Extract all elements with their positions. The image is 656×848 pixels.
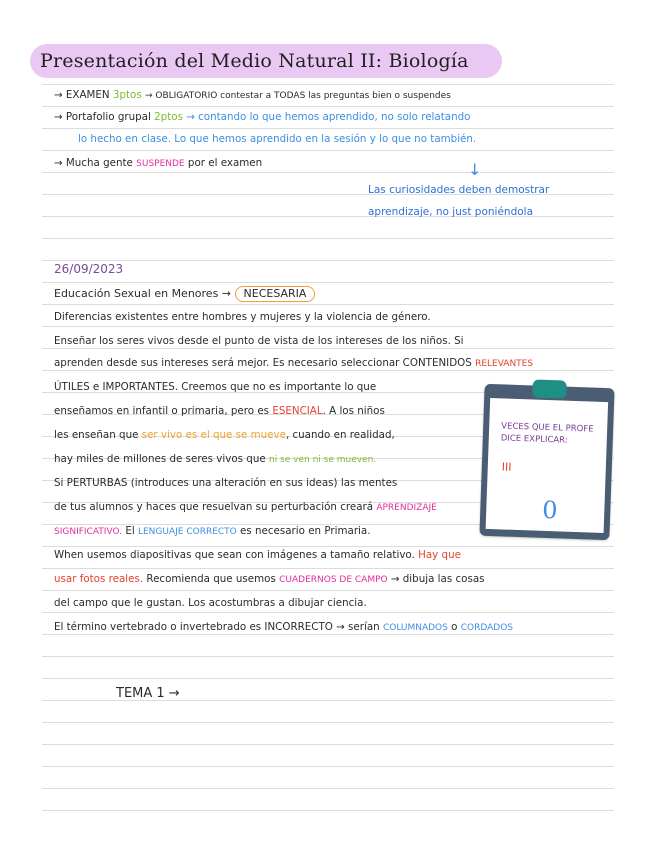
ruled-line xyxy=(42,106,614,107)
circled-word: NECESARIA xyxy=(235,286,316,302)
suspende-highlight: SUSPENDE xyxy=(136,159,185,169)
ruled-line xyxy=(42,568,614,569)
ruled-line xyxy=(42,810,614,811)
clipboard-zero: 0 xyxy=(541,495,559,525)
ruled-line xyxy=(42,678,614,679)
clipboard-clip-icon xyxy=(532,379,567,398)
body-l6-pre: enseñamos en infantil o primaria, pero es xyxy=(54,405,270,417)
body-line-14: del campo que le gustan. Los acostumbras a dibujar ciencia. xyxy=(54,597,367,609)
body-l13-post: → dibuja las cosas xyxy=(390,573,485,585)
portfolio-rest: → contando lo que hemos aprendido, no solo relatando xyxy=(186,111,471,123)
clipboard-line2: DICE EXPLICAR: xyxy=(500,433,568,446)
body-line-11 xyxy=(54,524,371,539)
body-line-6 xyxy=(54,404,385,418)
arrow-down-icon: ↓ xyxy=(468,160,482,179)
clipboard-tally: III xyxy=(501,460,512,474)
ruled-line xyxy=(42,282,614,283)
body-line-4 xyxy=(54,356,533,371)
body-l11-highlight1: SIGNIFICATIVO. xyxy=(54,527,123,537)
body-line-10 xyxy=(54,500,437,515)
body-l1-text: Educación Sexual en Menores → xyxy=(54,287,232,300)
portfolio-points: 2ptos xyxy=(154,111,183,123)
ruled-line xyxy=(42,348,614,349)
body-line-12 xyxy=(54,548,461,562)
body-line-2: Diferencias existentes entre hombres y mujeres y la violencia de género. xyxy=(54,311,431,323)
ruled-line xyxy=(42,722,614,723)
ruled-line xyxy=(42,744,614,745)
body-l11-post: es necesario en Primaria. xyxy=(240,525,371,537)
body-line-3: Enseñar los seres vivos desde el punto de vista de los intereses de los niños. Si xyxy=(54,335,464,347)
ruled-line xyxy=(42,172,614,173)
exam-rest: → OBLIGATORIO contestar a TODAS las preguntas bien o suspendes xyxy=(144,91,451,101)
exam-prefix: → EXAMEN xyxy=(54,89,110,101)
body-line-5: ÚTILES e IMPORTANTES. Creemos que no es importante lo que xyxy=(54,381,377,393)
page-title: Presentación del Medio Natural II: Biología xyxy=(40,50,469,72)
ruled-line xyxy=(42,128,614,129)
clipboard-paper xyxy=(486,398,608,533)
ruled-line xyxy=(42,150,614,151)
body-line-8 xyxy=(54,452,376,467)
suspende-prefix: → Mucha gente xyxy=(54,157,133,169)
note-line-exam xyxy=(54,88,451,103)
body-l6-highlight: ESENCIAL xyxy=(272,405,323,417)
body-l7-pre: les enseñan que xyxy=(54,429,139,441)
clipboard-text xyxy=(501,420,594,447)
body-line-1 xyxy=(54,286,315,302)
ruled-line xyxy=(42,238,614,239)
side-note-line2: aprendizaje, no just poniéndola xyxy=(368,206,534,218)
body-l13-highlight2: CUADERNOS DE CAMPO xyxy=(279,575,388,585)
tema-heading: TEMA 1 → xyxy=(116,686,180,701)
body-l13-highlight: usar fotos reales. xyxy=(54,573,144,585)
body-l13-mid: Recomienda que usemos xyxy=(146,573,276,585)
ruled-line xyxy=(42,788,614,789)
exam-points: 3ptos xyxy=(112,89,142,101)
side-note-line1: Las curiosidades deben demostrar xyxy=(368,184,550,196)
body-l11-highlight2: LENGUAJE CORRECTO xyxy=(137,527,237,537)
ruled-line xyxy=(42,260,614,261)
body-l8-pre: hay miles de millones de seres vivos que xyxy=(54,453,266,465)
ruled-line xyxy=(42,656,614,657)
clipboard-sticker xyxy=(479,384,614,540)
ruled-line xyxy=(42,612,614,613)
ruled-line xyxy=(42,326,614,327)
body-l12-pre: When usemos diapositivas que sean con imágenes a tamaño relativo. xyxy=(54,549,415,561)
body-l4-text: aprenden desde sus intereses será mejor. Es necesario seleccionar CONTENIDOS xyxy=(54,357,472,369)
ruled-line xyxy=(42,546,614,547)
suspende-rest: por el examen xyxy=(187,157,263,169)
ruled-line xyxy=(42,84,614,85)
ruled-line xyxy=(42,304,614,305)
note-line-suspende xyxy=(54,156,262,171)
body-l10-highlight: APRENDIZAJE xyxy=(376,503,437,513)
body-l15-conj: o xyxy=(451,621,458,633)
note-line-portfolio-cont: lo hecho en clase. Lo que hemos aprendido en la sesión y lo que no también. xyxy=(78,133,477,145)
body-line-13 xyxy=(54,572,485,587)
body-line-9: Si PERTURBAS (introduces una alteración en sus ideas) las mentes xyxy=(54,477,398,489)
body-l11-pre: El xyxy=(125,525,135,537)
body-line-7 xyxy=(54,428,395,442)
ruled-line xyxy=(42,766,614,767)
body-l15-pre: El término vertebrado o invertebrado es INCORRECTO → serían xyxy=(54,621,380,633)
body-l4-highlight: RELEVANTES xyxy=(475,359,534,369)
body-l12-highlight: Hay que xyxy=(418,549,461,561)
portfolio-prefix: → Portafolio grupal xyxy=(54,111,151,123)
body-l15-highlight2: CORDADOS xyxy=(460,623,514,633)
body-l10-pre: de tus alumnos y haces que resuelvan su perturbación creará xyxy=(54,501,374,513)
body-l7-highlight: ser vivo es el que se mueve xyxy=(141,429,286,441)
date-heading: 26/09/2023 xyxy=(54,262,124,276)
clipboard-line1: VECES QUE EL PROFE xyxy=(501,421,594,435)
ruled-line xyxy=(42,590,614,591)
body-l6-post: . A los niños xyxy=(322,405,385,417)
body-line-15 xyxy=(54,620,513,635)
body-l8-highlight: ni se ven ni se mueven. xyxy=(268,455,377,465)
note-line-portfolio xyxy=(54,110,470,124)
body-l7-post: , cuando en realidad, xyxy=(285,429,395,441)
body-l15-highlight: COLUMNADOS xyxy=(382,623,448,633)
